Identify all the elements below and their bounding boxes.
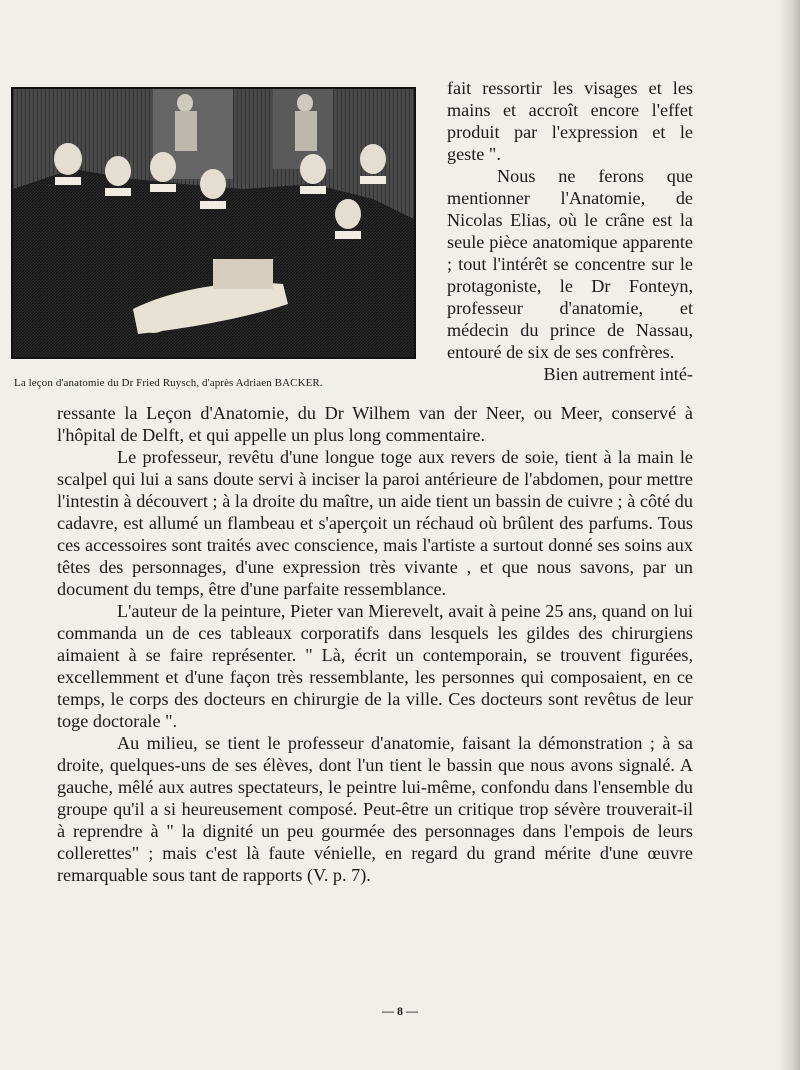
figure-caption: La leçon d'anatomie du Dr Fried Ruysch, d'après Adriaen BACKER. [14, 377, 323, 389]
paragraph-1: ressante la Leçon d'Anatomie, du Dr Wilhem van der Neer, ou Meer, conservé à l'hôpital de Delft, et qui appelle un plus long commentaire. [57, 403, 693, 445]
engraving-image [11, 87, 416, 359]
side-column [447, 77, 693, 385]
paragraph-2: Le professeur, revêtu d'une longue toge aux revers de soie, tient à la main le scalpel qui lui a sans doute servi à inciser la paroi antérieure de l'abdomen, pour mettre l'intestin à découvert ; à la droite du maître, un aide tient un bassin de cuivre ; à côté du cadavre, est allumé un flambeau et s'aperçoit un réchaud où brûlent des parfums. Tous ces accessoires sont traités avec conscience, mais l'artiste a surtout donné ses soins aux têtes des personnages, d'une expression très vivante , et que nous savons, par un document du temps, être d'une parfaite ressemblance. [57, 447, 693, 599]
page-number: — 8 — [382, 1004, 418, 1018]
paragraph-4: Au milieu, se tient le professeur d'anatomie, faisant la démonstration ; à sa droite, quelques-uns de ses élèves, dont l'un tient le bassin que nous avons signalé. A gauche, mêlé aux autres spectateurs, le peintre lui-même, confondu dans l'ensemble du groupe qu'il a si heureusement composé. Peut-être un critique trop sévère trouverait-il à reprendre à " la dignité un peu gourmée des personnages dans l'empois de leurs collerettes" ; mais c'est là faute vénielle, en regard du grand mérite d'une œuvre remarquable sous tant de rapports (V. p. 7). [57, 733, 693, 885]
paragraph-3: L'auteur de la peinture, Pieter van Mierevelt, avait à peine 25 ans, quand on lui commanda un de ces tableaux corporatifs dans lesquels les gildes des chirurgiens aimaient à se faire représenter. " Là, écrit un contemporain, se trouvent figurées, excellemment et d'une façon très ressemblante, les personnes qui composaient, en ce temps, le corps des docteurs en chirurgie de la ville. Ces docteurs sont revêtus de leur toge doctorale ". [57, 601, 693, 731]
page-edge-shadow [778, 0, 800, 1070]
main-text [57, 402, 693, 886]
side-paragraph-1: fait ressortir les visages et les mains et accroît encore l'effet produit par l'expression et le geste ". [447, 78, 693, 164]
side-paragraph-2: Nous ne ferons que mentionner l'Anatomie, de Nicolas Elias, où le crâne est la seule pièce anatomique apparente ; tout l'intérêt se concentre sur le protagoniste, le Dr Fonteyn, professeur d'anatomie, et médecin du prince de Nassau, entouré de six de ses confrères. [447, 166, 693, 362]
side-paragraph-3-start: Bien autrement inté- [543, 364, 693, 384]
